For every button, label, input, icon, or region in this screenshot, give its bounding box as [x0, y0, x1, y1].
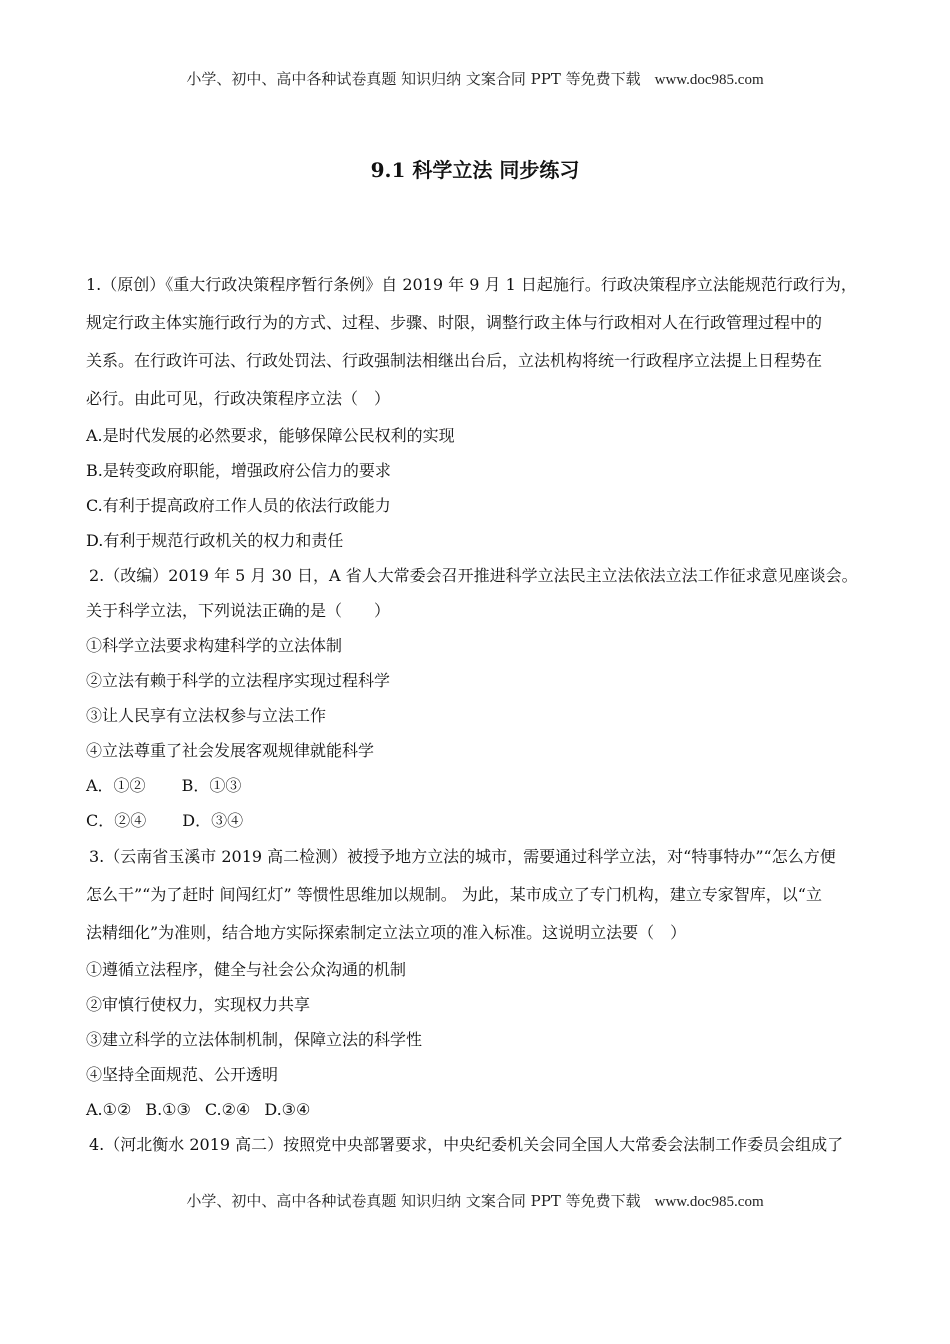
footer-site: www.doc985.com: [654, 1194, 764, 1210]
question-3: [86, 838, 876, 1127]
q1-option-a: A.是时代发展的必然要求，能够保障公民权利的实现: [86, 426, 455, 445]
document-title: 9.1 科学立法 同步练习: [370, 158, 580, 182]
q1-option-c: C.有利于提高政府工作人员的依法行政能力: [86, 496, 391, 515]
q2-option-b: B．①③: [181, 776, 242, 795]
q2-option-d: D．③④: [182, 811, 244, 830]
q3-item-1: ①遵循立法程序，健全与社会公众沟通的机制: [86, 960, 407, 979]
q2-item-3: ③让人民享有立法权参与立法工作: [86, 706, 327, 725]
footer-text: 小学、初中、高中各种试卷真题 知识归纳 文案合同 PPT 等免费下载: [186, 1192, 641, 1210]
q3-option-a: A.①②: [86, 1100, 132, 1119]
q3-option-b: B.①③: [145, 1100, 191, 1119]
q1-line-2: 规定行政主体实施行政行为的方式、过程、步骤、时限，调整行政主体与行政相对人在行政管理过程中的: [86, 313, 823, 332]
q3-line-2: 怎么干”“为了赶时 间闯红灯” 等惯性思维加以规制。 为此，某市成立了专门机构，建立专家智库，以“立: [86, 885, 822, 904]
q1-option-d: D.有利于规范行政机关的权力和责任: [86, 531, 344, 550]
q3-item-4: ④坚持全面规范、公开透明: [86, 1065, 279, 1084]
q3-option-d: D.③④: [264, 1100, 311, 1119]
q2-option-a: A．①②: [86, 776, 146, 795]
page-footer: [0, 1190, 950, 1211]
q3-options-row: [86, 1092, 876, 1127]
document-body: [86, 266, 876, 1162]
q2-item-1: ①科学立法要求构建科学的立法体制: [86, 636, 343, 655]
q2-line-1: 2.（改编）2019 年 5 月 30 日，A 省人大常委会召开推进科学立法民主立法依法立法工作征求意见座谈会。: [89, 566, 858, 585]
question-1: [86, 266, 876, 558]
page-header: [0, 68, 950, 89]
q1-line-4: 必行。由此可见，行政决策程序立法（ ）: [86, 389, 391, 408]
q3-item-3: ③建立科学的立法体制机制，保障立法的科学性: [86, 1030, 423, 1049]
q1-line-3: 关系。在行政许可法、行政处罚法、行政强制法相继出台后，立法机构将统一行政程序立法提上日程势在: [86, 351, 823, 370]
q3-option-c: C.②④: [204, 1100, 251, 1119]
q2-option-c: C．②④: [86, 811, 147, 830]
q2-options-row-1: [86, 768, 876, 803]
q3-line-1: 3.（云南省玉溪市 2019 高二检测）被授予地方立法的城市，需要通过科学立法，对“特事特办”“怎么方便: [89, 847, 836, 866]
q1-option-b: B.是转变政府职能，增强政府公信力的要求: [86, 461, 391, 480]
question-4: [86, 1127, 876, 1162]
q2-item-4: ④立法尊重了社会发展客观规律就能科学: [86, 741, 375, 760]
q1-line-1: 1.（原创）《重大行政决策程序暂行条例》自 2019 年 9 月 1 日起施行。行政决策程序立法能规范行政行为，: [86, 275, 857, 294]
q4-line-1: 4.（河北衡水 2019 高二）按照党中央部署要求，中央纪委机关会同全国人大常委会法制工作委员会组成了: [89, 1135, 844, 1154]
q3-line-3: 法精细化”为准则，结合地方实际探索制定立法立项的准入标准。这说明立法要（ ）: [86, 923, 687, 942]
header-text: 小学、初中、高中各种试卷真题 知识归纳 文案合同 PPT 等免费下载: [186, 70, 641, 88]
header-site: www.doc985.com: [654, 72, 764, 88]
q2-options-row-2: [86, 803, 876, 838]
question-2: [86, 558, 876, 838]
q2-item-2: ②立法有赖于科学的立法程序实现过程科学: [86, 671, 391, 690]
q3-item-2: ②审慎行使权力，实现权力共享: [86, 995, 311, 1014]
q2-line-2: 关于科学立法，下列说法正确的是（ ）: [86, 601, 391, 620]
